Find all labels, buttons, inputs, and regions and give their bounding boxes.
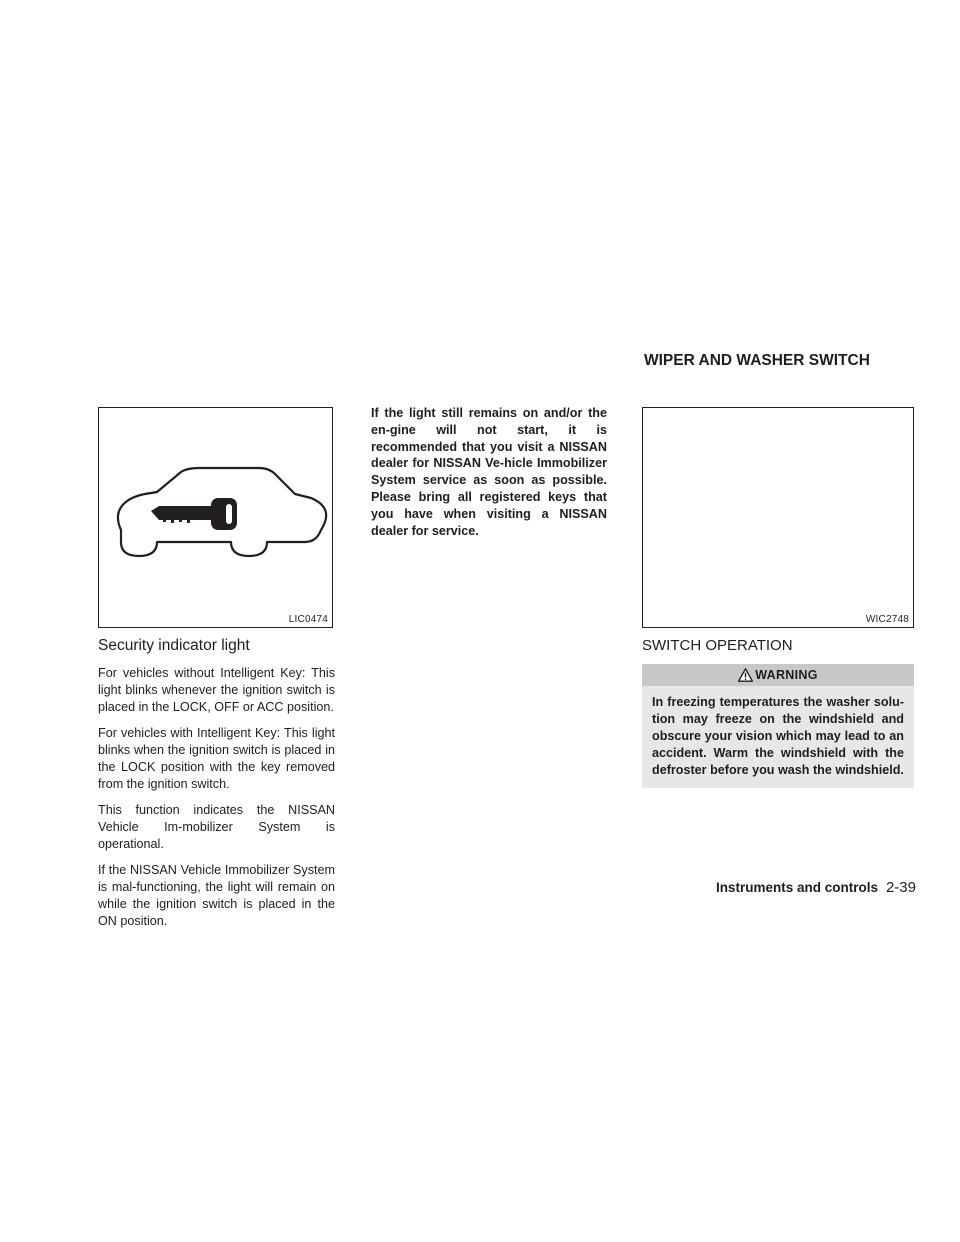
figure-code: WIC2748 (865, 614, 909, 625)
figure-code: LIC0474 (288, 614, 328, 625)
paragraph: For vehicles without Intelligent Key: This light blinks whenever the ignition switch is placed in the LOCK, OFF or ACC position. (98, 666, 335, 714)
page-footer (700, 879, 916, 896)
page-number: 2-39 (885, 879, 916, 896)
warning-label: WARNING (755, 668, 818, 682)
warning-box (642, 664, 914, 788)
paragraph: For vehicles with Intelligent Key: This light blinks when the ignition switch is placed in the LOCK position with the key removed from the ignition switch. (98, 726, 335, 791)
warning-text: In freezing temperatures the washer solu-tion may freeze on the windshield and obscure your vision which may lead to an accident. Warm the windshield with the defroster before you wash the windshield. (652, 695, 904, 777)
footer-chapter: Instruments and controls (715, 880, 878, 895)
paragraph: If the NISSAN Vehicle Immobilizer System is mal-functioning, the light will remain on while the ignition switch is placed in the ON position. (98, 863, 335, 928)
left-body (98, 665, 335, 939)
warning-header (642, 664, 914, 686)
subsection-title: SWITCH OPERATION (642, 637, 793, 654)
subsection-title: Security indicator light (98, 637, 250, 654)
bold-paragraph: If the light still remains on and/or the en-gine will not start, it is recommended that you visit a NISSAN dealer for NISSAN Ve-hicle Immobilizer System service as soon as possible. Please bring all registered keys that you have when visiting a NISSAN dealer for service. (371, 406, 607, 538)
warning-triangle-icon (738, 668, 753, 682)
paragraph: This function indicates the NISSAN Vehicle Im-mobilizer System is operational. (98, 803, 335, 851)
security-indicator-figure (98, 407, 333, 628)
wiper-switch-figure (642, 407, 914, 628)
section-title: WIPER AND WASHER SWITCH (644, 352, 870, 369)
car-key-icon (99, 408, 332, 627)
middle-body (371, 405, 607, 548)
